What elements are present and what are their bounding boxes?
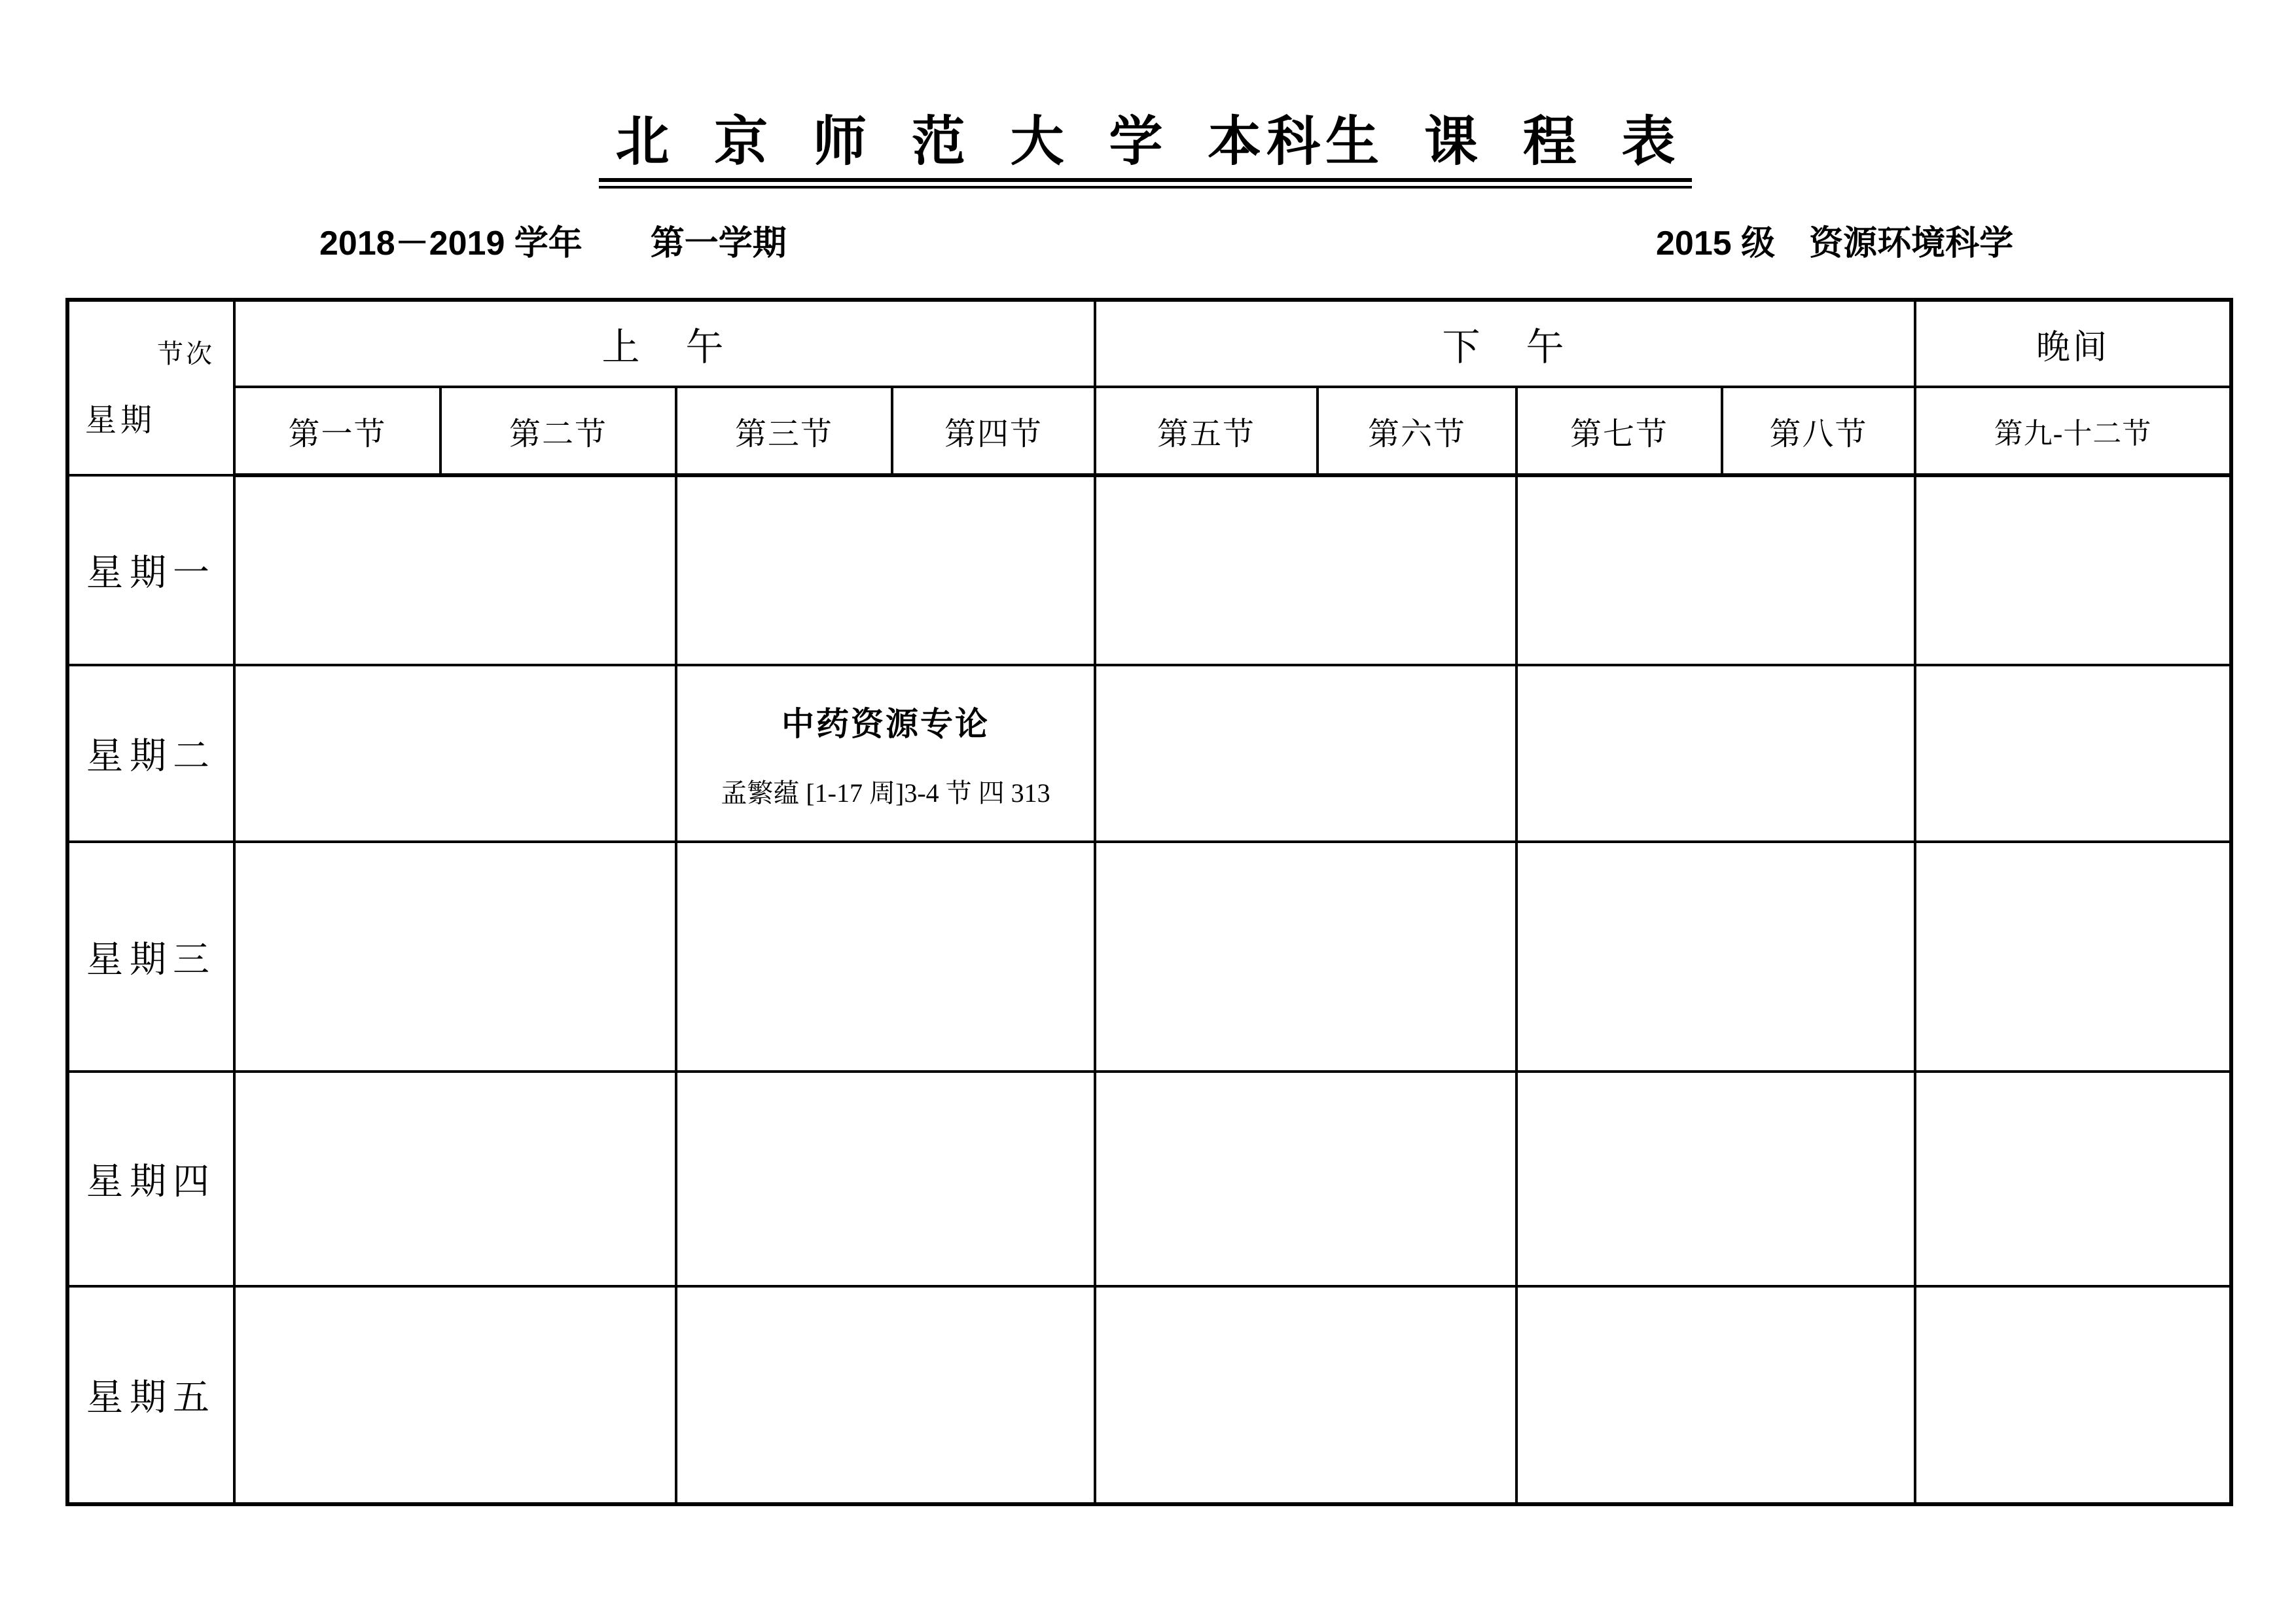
course-detail: 孟繁蕴 [1-17 周]3-4 节 四 313 bbox=[721, 778, 1050, 808]
slot-wed-p56 bbox=[1095, 842, 1516, 1072]
slot-fri-p12 bbox=[234, 1286, 676, 1504]
slot-mon-p78 bbox=[1516, 475, 1915, 665]
slot-fri-p34 bbox=[676, 1286, 1095, 1504]
day-label-wednesday: 星期三 bbox=[67, 842, 234, 1072]
slot-mon-p34 bbox=[676, 475, 1095, 665]
class-label: 2015 级 资源环境科学 bbox=[1656, 225, 2014, 262]
slot-wed-p78 bbox=[1516, 842, 1915, 1072]
title-underline-top bbox=[599, 178, 1692, 182]
slot-fri-p56 bbox=[1095, 1286, 1516, 1504]
slot-tue-p34 bbox=[676, 665, 1095, 842]
document-title: 北 京 师 范 大 学 本科生 课 程 表 bbox=[615, 112, 1681, 171]
semester-label: 2018－2019 学年 第一学期 bbox=[319, 225, 787, 262]
period-header-8: 第八节 bbox=[1722, 387, 1915, 475]
slot-tue-p12 bbox=[234, 665, 676, 842]
period-header-1: 第一节 bbox=[234, 387, 440, 475]
course-entry bbox=[677, 698, 1094, 810]
period-header-3: 第三节 bbox=[676, 387, 892, 475]
slot-thu-p34 bbox=[676, 1072, 1095, 1286]
session-header-afternoon: 下 午 bbox=[1095, 300, 1915, 387]
period-header-4: 第四节 bbox=[892, 387, 1095, 475]
slot-thu-p12 bbox=[234, 1072, 676, 1286]
slot-wed-evening bbox=[1915, 842, 2231, 1072]
slot-mon-p56 bbox=[1095, 475, 1516, 665]
title-underline-bottom bbox=[599, 186, 1692, 189]
day-label-tuesday: 星期二 bbox=[67, 665, 234, 842]
slot-thu-p56 bbox=[1095, 1072, 1516, 1286]
slot-fri-evening bbox=[1915, 1286, 2231, 1504]
session-header-evening: 晚间 bbox=[1915, 300, 2231, 387]
corner-period-label: 节次 bbox=[157, 339, 215, 369]
slot-mon-evening bbox=[1915, 475, 2231, 665]
course-title: 中药资源专论 bbox=[781, 705, 990, 742]
day-label-monday: 星期一 bbox=[67, 475, 234, 665]
period-header-9-12: 第九-十二节 bbox=[1915, 387, 2231, 475]
corner-header-cell bbox=[67, 300, 234, 475]
slot-tue-evening bbox=[1915, 665, 2231, 842]
day-label-friday: 星期五 bbox=[67, 1286, 234, 1504]
period-header-5: 第五节 bbox=[1095, 387, 1318, 475]
slot-tue-p56 bbox=[1095, 665, 1516, 842]
slot-thu-p78 bbox=[1516, 1072, 1915, 1286]
corner-day-label: 星期 bbox=[85, 403, 156, 438]
slot-tue-p78 bbox=[1516, 665, 1915, 842]
day-label-thursday: 星期四 bbox=[67, 1072, 234, 1286]
period-header-7: 第七节 bbox=[1516, 387, 1722, 475]
slot-wed-p34 bbox=[676, 842, 1095, 1072]
course-table bbox=[65, 298, 2233, 1506]
slot-fri-p78 bbox=[1516, 1286, 1915, 1504]
session-header-morning: 上 午 bbox=[234, 300, 1095, 387]
slot-wed-p12 bbox=[234, 842, 676, 1072]
slot-mon-p12 bbox=[234, 475, 676, 665]
period-header-6: 第六节 bbox=[1318, 387, 1516, 475]
period-header-2: 第二节 bbox=[440, 387, 676, 475]
slot-thu-evening bbox=[1915, 1072, 2231, 1286]
